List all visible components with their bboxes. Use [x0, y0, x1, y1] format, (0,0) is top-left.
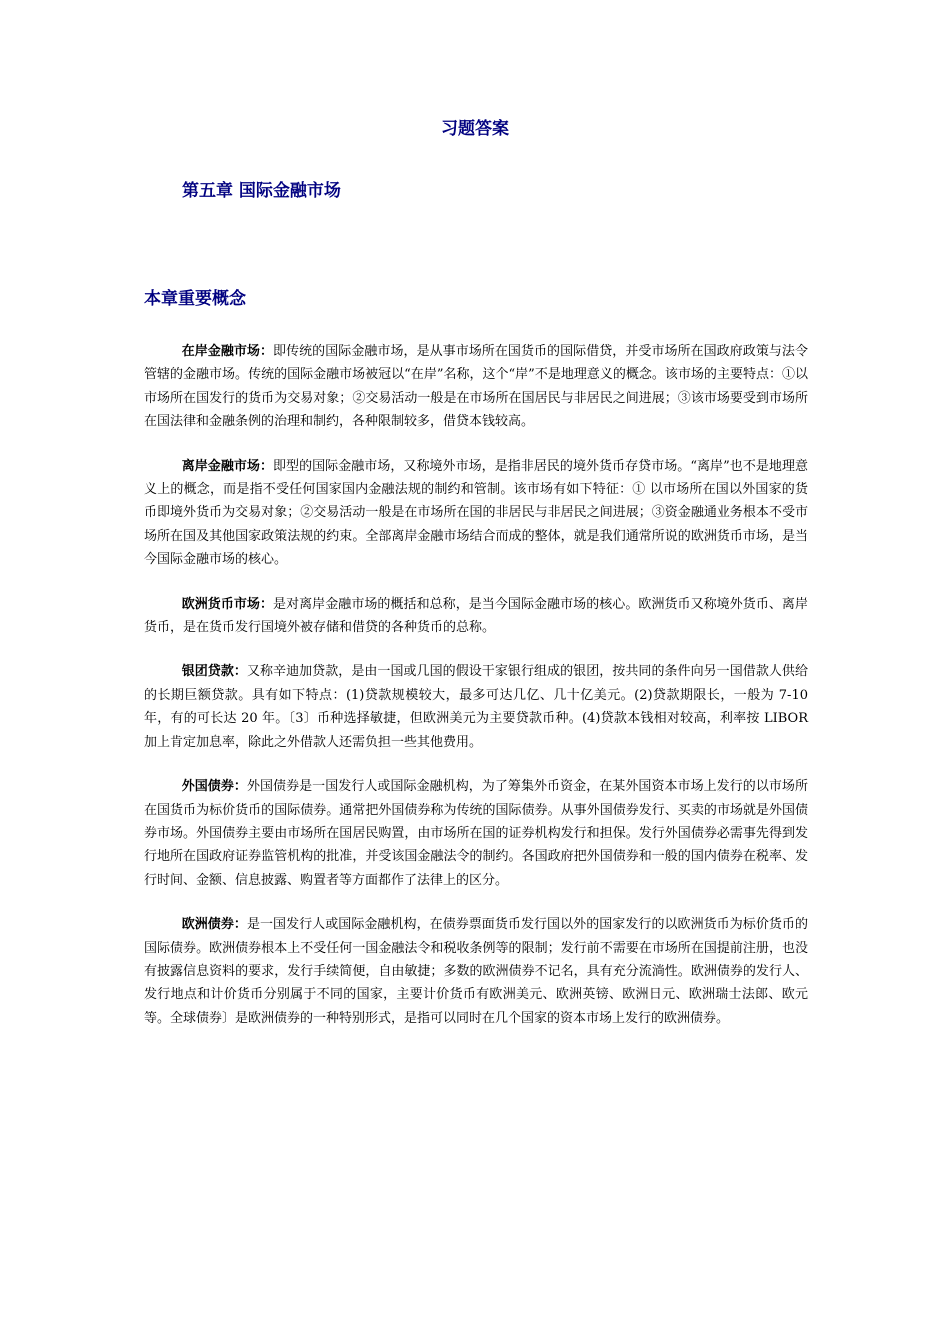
concept-paragraph — [144, 913, 808, 1030]
concept-definition: 又称辛迪加贷款，是由一国或几国的假设干家银行组成的银团，按共同的条件向另一国借款人供给的长期巨额贷款。具有如下特点：(1)贷款规模较大，最多可达几亿、几十亿美元。(2)贷款期限长，一般为 7-10 年，有的可长达 20 年。〔3〕币种选择敏捷，但欧洲美元为主要贷款币种。(4)贷款本钱相对较高，利率按 LIBOR 加上肯定加息率，除此之外借款人还需负担一些其他费用。 — [144, 664, 808, 750]
concepts-body — [144, 340, 808, 1051]
concept-paragraph — [144, 455, 808, 572]
concept-definition: 即传统的国际金融市场，是从事市场所在国货币的国际借贷，并受市场所在国政府政策与法令管辖的金融市场。传统的国际金融市场被冠以“在岸”名称，这个“岸”不是地理意义的概念。该市场的主要特点：①以市场所在国发行的货币为交易对象；②交易活动一般是在市场所在国居民与非居民之间进展；③该市场要受到市场所在国法律和金融条例的治理和制约，各种限制较多，借贷本钱较高。 — [144, 344, 808, 430]
concept-term: 在岸金融市场： — [181, 344, 274, 359]
chapter-heading: 第五章 国际金融市场 — [182, 181, 341, 201]
concept-definition: 是一国发行人或国际金融机构，在债券票面货币发行国以外的国家发行的以欧洲货币为标价货币的国际债券。欧洲债券根本上不受任何一国金融法令和税收条例等的限制；发行前不需要在市场所在国提前注册，也没有披露信息资料的要求，发行手续简便，自由敏捷；多数的欧洲债券不记名，具有充分流淌性。欧洲债券的发行人、发行地点和计价货币分别属于不同的国家，主要计价货币有欧洲美元、欧洲英镑、欧洲日元、欧洲瑞士法郎、欧元等。全球债券〕是欧洲债券的一种特别形式，是指可以同时在几个国家的资本市场上发行的欧洲债券。 — [144, 917, 808, 1026]
concept-paragraph — [144, 340, 808, 434]
concept-paragraph — [144, 775, 808, 892]
document-title: 习题答案 — [441, 119, 509, 139]
concept-term: 欧洲货币市场： — [181, 596, 274, 612]
section-heading: 本章重要概念 — [144, 289, 246, 309]
concept-term: 欧洲债券： — [181, 917, 247, 933]
concept-definition: 是对离岸金融市场的概括和总称，是当今国际金融市场的核心。欧洲货币又称境外货币、离岸货币，是在货币发行国境外被存储和借贷的各种货币的总称。 — [144, 596, 808, 636]
concept-term: 离岸金融市场： — [181, 458, 273, 474]
concept-definition: 外国债券是一国发行人或国际金融机构，为了筹集外币资金，在某外国资本市场上发行的以市场所在国货币为标价货币的国际债券。通常把外国债券称为传统的国际债券。从事外国债券发行、买卖的市场就是外国债券市场。外国债券主要由市场所在国居民购置，由市场所在国的证券机构发行和担保。发行外国债券必需事先得到发行地所在国政府证券监管机构的批准，并受该国金融法令的制约。各国政府把外国债券和一般的国内债券在税率、发行时间、金额、信息披露、购置者等方面都作了法律上的区分。 — [144, 779, 808, 888]
concept-term: 外国债券： — [181, 779, 247, 795]
concept-term: 银团贷款： — [181, 664, 247, 680]
concept-definition: 即型的国际金融市场，又称境外市场，是指非居民的境外货币存贷市场。“离岸”也不是地理意义上的概念，而是指不受任何国家国内金融法规的制约和管制。该市场有如下特征：① 以市场所在国以外国家的货币即境外货币为交易对象；②交易活动一般是在市场所在国的非居民与非居民之间进展；③资金融通业务根本不受市场所在国及其他国家政策法规的约束。全部离岸金融市场结合而成的整体，就是我们通常所说的欧洲货币市场，是当今国际金融市场的核心。 — [144, 458, 808, 568]
concept-paragraph — [144, 660, 808, 754]
concept-paragraph — [144, 593, 808, 640]
